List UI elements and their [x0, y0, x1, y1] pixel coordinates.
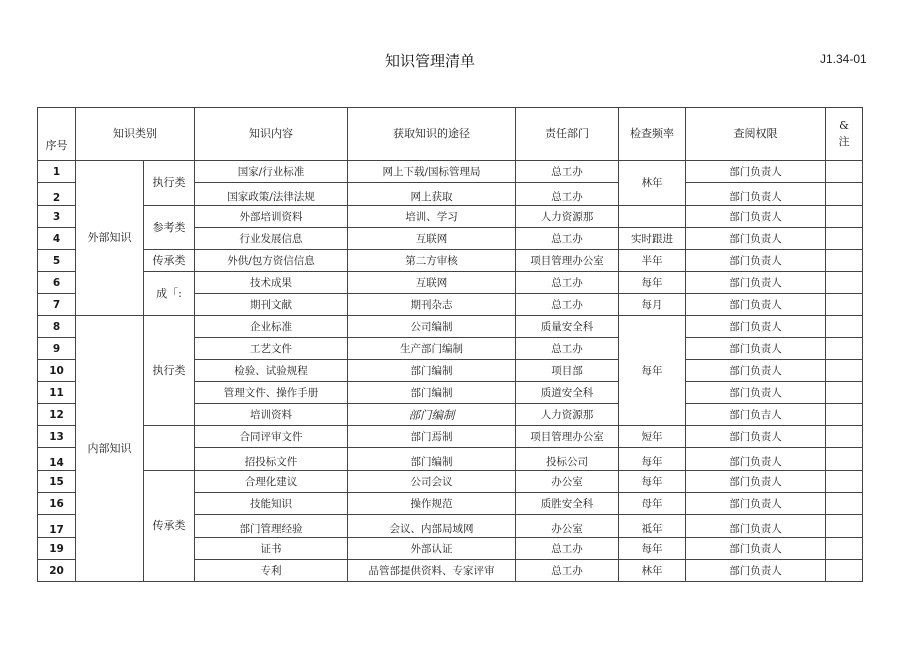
subcategory-reference: 参考类	[144, 206, 195, 250]
row-number: 15	[38, 471, 76, 493]
check-frequency: 实时跟进	[619, 228, 686, 250]
remark-cell	[826, 493, 863, 515]
access-permission: 部门负责人	[686, 316, 826, 338]
access-permission: 部门负责人	[686, 515, 826, 538]
row-number: 5	[38, 250, 76, 272]
access-permission: 部门负责人	[686, 272, 826, 294]
knowledge-content: 招投标文件	[195, 448, 348, 471]
remark-cell	[826, 272, 863, 294]
knowledge-content: 技术成果	[195, 272, 348, 294]
row-number: 1	[38, 161, 76, 183]
acquisition-method: 会议、内部局域网	[348, 515, 516, 538]
responsible-department: 总工办	[516, 183, 619, 206]
row-number: 16	[38, 493, 76, 515]
responsible-department: 项目管理办公室	[516, 426, 619, 448]
document-title: 知识管理清单	[384, 52, 475, 70]
row-number: 2	[38, 183, 76, 206]
header-method: 获取知识的途径	[348, 108, 516, 161]
access-permission: 部门负责人	[686, 471, 826, 493]
header-content: 知识内容	[195, 108, 348, 161]
knowledge-content: 工艺文件	[195, 338, 348, 360]
row-number: 12	[38, 404, 76, 426]
responsible-department: 总工办	[516, 560, 619, 582]
acquisition-method: 操作规范	[348, 493, 516, 515]
subcategory-exec: 执行类	[144, 161, 195, 206]
acquisition-method: 培训、学习	[348, 206, 516, 228]
header-permission: 查阅权限	[686, 108, 826, 161]
table-row	[38, 272, 863, 294]
access-permission: 部门负责人	[686, 426, 826, 448]
acquisition-method: 外部认证	[348, 538, 516, 560]
check-frequency: 每年	[619, 471, 686, 493]
row-number: 17	[38, 515, 76, 538]
header-department: 责任部门	[516, 108, 619, 161]
access-permission: 部门负责人	[686, 294, 826, 316]
remark-cell	[826, 206, 863, 228]
access-permission: 部门负责人	[686, 360, 826, 382]
acquisition-method: 互联网	[348, 272, 516, 294]
subcategory-inherit: 传承类	[144, 250, 195, 272]
knowledge-content: 检验、试验规程	[195, 360, 348, 382]
responsible-department: 总工办	[516, 338, 619, 360]
acquisition-method: 互联网	[348, 228, 516, 250]
responsible-department: 质量安全科	[516, 316, 619, 338]
responsible-department: 总工办	[516, 294, 619, 316]
knowledge-content: 证书	[195, 538, 348, 560]
access-permission: 部门负责人	[686, 338, 826, 360]
remark-cell	[826, 161, 863, 183]
remark-cell	[826, 448, 863, 471]
responsible-department: 总工办	[516, 272, 619, 294]
header-remark-top: &	[839, 119, 849, 132]
check-frequency: 每月	[619, 294, 686, 316]
acquisition-method: 部门编制	[348, 404, 516, 426]
responsible-department: 项目管理办公室	[516, 250, 619, 272]
table-row	[38, 250, 863, 272]
check-frequency: 半年	[619, 250, 686, 272]
row-number: 14	[38, 448, 76, 471]
remark-cell	[826, 382, 863, 404]
subcategory-blank	[144, 426, 195, 471]
access-permission: 部门负责人	[686, 538, 826, 560]
remark-cell	[826, 250, 863, 272]
subcategory-achievement: 成「:	[144, 272, 195, 316]
remark-cell	[826, 471, 863, 493]
check-frequency: 祗年	[619, 515, 686, 538]
header-frequency: 检查频率	[619, 108, 686, 161]
table-row	[38, 161, 863, 183]
access-permission: 部门负责人	[686, 382, 826, 404]
row-number: 20	[38, 560, 76, 582]
acquisition-method: 第二方审核	[348, 250, 516, 272]
responsible-department: 总工办	[516, 161, 619, 183]
acquisition-method: 部门焉制	[348, 426, 516, 448]
access-permission: 部门负责人	[686, 448, 826, 471]
row-number: 4	[38, 228, 76, 250]
responsible-department: 质道安全科	[516, 382, 619, 404]
category-external: 外部知识	[76, 161, 144, 316]
knowledge-content: 管理文件、操作手册	[195, 382, 348, 404]
remark-cell	[826, 560, 863, 582]
acquisition-method: 公司会议	[348, 471, 516, 493]
remark-cell	[826, 404, 863, 426]
responsible-department: 总工办	[516, 538, 619, 560]
acquisition-method: 网上获取	[348, 183, 516, 206]
acquisition-method: 生产部门编制	[348, 338, 516, 360]
table-row	[38, 206, 863, 228]
knowledge-content: 部门管理经验	[195, 515, 348, 538]
check-frequency: 林年	[619, 161, 686, 206]
responsible-department: 投标公司	[516, 448, 619, 471]
remark-cell	[826, 515, 863, 538]
remark-cell	[826, 426, 863, 448]
row-number: 11	[38, 382, 76, 404]
header-row	[38, 108, 863, 161]
knowledge-content: 培训资料	[195, 404, 348, 426]
table-row	[38, 426, 863, 448]
subcategory-inherit: 传承类	[144, 471, 195, 582]
responsible-department: 办公室	[516, 471, 619, 493]
knowledge-content: 合理化建议	[195, 471, 348, 493]
row-number: 10	[38, 360, 76, 382]
knowledge-content: 企业标准	[195, 316, 348, 338]
row-number: 19	[38, 538, 76, 560]
row-number: 13	[38, 426, 76, 448]
row-number: 9	[38, 338, 76, 360]
header-remark-bottom: 注	[838, 135, 850, 148]
table-row	[38, 316, 863, 338]
remark-cell	[826, 360, 863, 382]
acquisition-method: 品管部提供资料、专家评审	[348, 560, 516, 582]
check-frequency: 林年	[619, 560, 686, 582]
row-number: 7	[38, 294, 76, 316]
remark-cell	[826, 228, 863, 250]
access-permission: 部门负责人	[686, 560, 826, 582]
remark-cell	[826, 538, 863, 560]
subcategory-exec: 执行类	[144, 316, 195, 426]
access-permission: 部门负责人	[686, 493, 826, 515]
responsible-department: 总工办	[516, 228, 619, 250]
acquisition-method: 期刊杂志	[348, 294, 516, 316]
responsible-department: 人力资源那	[516, 404, 619, 426]
table-row	[38, 471, 863, 493]
acquisition-method: 公司编制	[348, 316, 516, 338]
acquisition-method: 网上下载/国标管理局	[348, 161, 516, 183]
access-permission: 部门负责人	[686, 183, 826, 206]
check-frequency: 每年	[619, 316, 686, 426]
check-frequency: 母年	[619, 493, 686, 515]
check-frequency: 每年	[619, 538, 686, 560]
responsible-department: 人力资源那	[516, 206, 619, 228]
knowledge-content: 国家/行业标准	[195, 161, 348, 183]
row-number: 8	[38, 316, 76, 338]
knowledge-content: 外部培训资料	[195, 206, 348, 228]
knowledge-table	[37, 107, 863, 582]
header-category: 知识类别	[76, 108, 195, 161]
knowledge-content: 国家政策/法律法规	[195, 183, 348, 206]
access-permission: 部门负责人	[686, 228, 826, 250]
access-permission: 部门负吉人	[686, 404, 826, 426]
header-remark	[826, 108, 863, 161]
acquisition-method: 部门编制	[348, 360, 516, 382]
knowledge-content: 行业发展信息	[195, 228, 348, 250]
knowledge-content: 技能知识	[195, 493, 348, 515]
check-frequency: 短年	[619, 426, 686, 448]
row-number: 3	[38, 206, 76, 228]
header-seq: 序号	[38, 108, 76, 161]
check-frequency: 每年	[619, 448, 686, 471]
remark-cell	[826, 316, 863, 338]
access-permission: 部门负责人	[686, 206, 826, 228]
acquisition-method: 部门编制	[348, 448, 516, 471]
acquisition-method: 部门编制	[348, 382, 516, 404]
check-frequency: 每年	[619, 272, 686, 294]
document-code: J1.34-01	[820, 52, 867, 66]
category-internal: 内部知识	[76, 316, 144, 582]
access-permission: 部门负责人	[686, 250, 826, 272]
knowledge-content: 期刊文献	[195, 294, 348, 316]
knowledge-content: 专利	[195, 560, 348, 582]
access-permission: 部门负责人	[686, 161, 826, 183]
remark-cell	[826, 183, 863, 206]
remark-cell	[826, 294, 863, 316]
responsible-department: 质胜安全科	[516, 493, 619, 515]
responsible-department: 项目部	[516, 360, 619, 382]
row-number: 6	[38, 272, 76, 294]
responsible-department: 办公室	[516, 515, 619, 538]
knowledge-content: 合同评审文件	[195, 426, 348, 448]
remark-cell	[826, 338, 863, 360]
knowledge-content: 外供/包方资信信息	[195, 250, 348, 272]
check-frequency	[619, 206, 686, 228]
